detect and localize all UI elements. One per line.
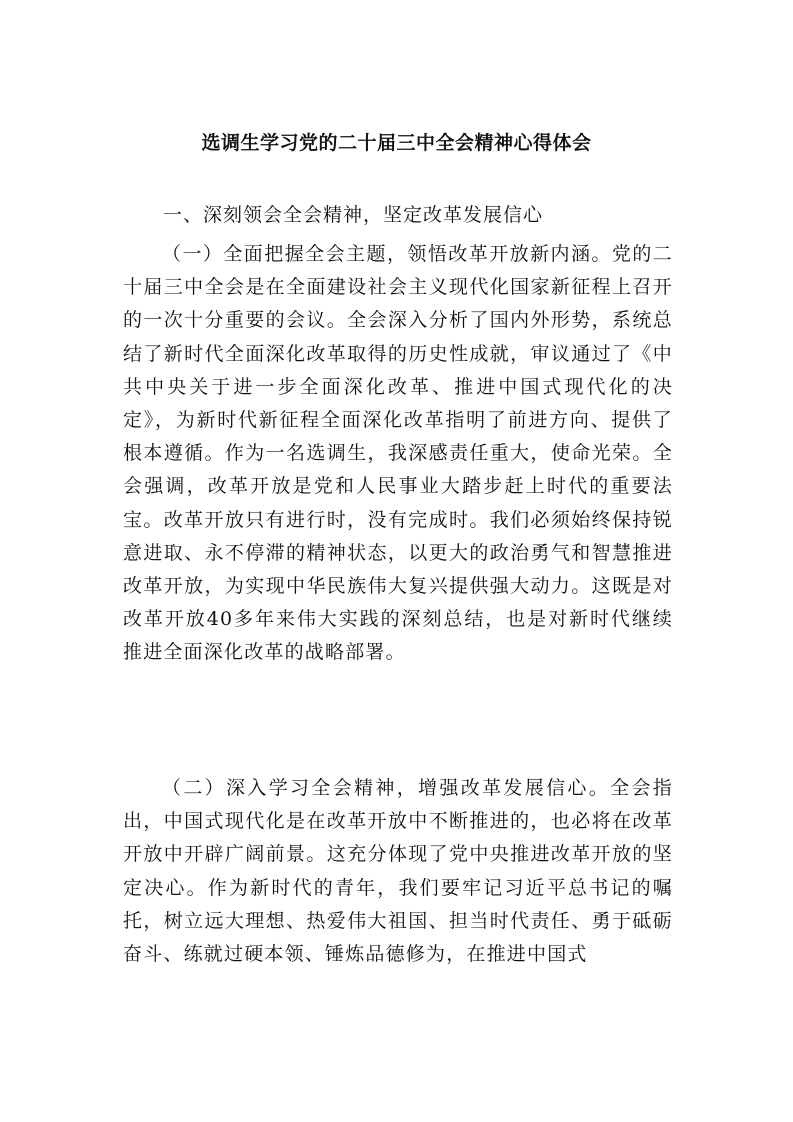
paragraph-2: （二）深入学习全会精神，增强改革发展信心。全会指出，中国式现代化是在改革开放中不断推进的，也必将在改革开放中开辟广阔前景。这充分体现了党中央推进改革开放的坚定决心。作为新时代的青年，我们要牢记习近平总书记的嘱托，树立远大理想、热爱伟大祖国、担当时代责任、勇于砥砺奋斗、练就过硬本领、锤炼品德修为，在推进中国式 <box>123 777 673 966</box>
section-heading: 一、深刻领会全会精神，坚定改革发展信心 <box>163 204 544 226</box>
paragraph-1: （一）全面把握全会主题，领悟改革开放新内涵。党的二十届三中全会是在全面建设社会主义现代化国家新征程上召开的一次十分重要的会议。全会深入分析了国内外形势，系统总结了新时代全面深化改革取得的历史性成就，审议通过了《中共中央关于进一步全面深化改革、推进中国式现代化的决定》，为新时代新征程全面深化改革指明了前进方向、提供了根本遵循。作为一名选调生，我深感责任重大，使命光荣。全会强调，改革开放是党和人民事业大踏步赶上时代的重要法宝。改革开放只有进行时，没有完成时。我们必须始终保持锐意进取、永不停滞的精神状态，以更大的政治勇气和智慧推进改革开放，为实现中华民族伟大复兴提供强大动力。这既是对改革开放40多年来伟大实践的深刻总结，也是对新时代继续推进全面深化改革的战略部署。 <box>123 243 673 664</box>
document-title: 选调生学习党的二十届三中全会精神心得体会 <box>201 132 592 154</box>
